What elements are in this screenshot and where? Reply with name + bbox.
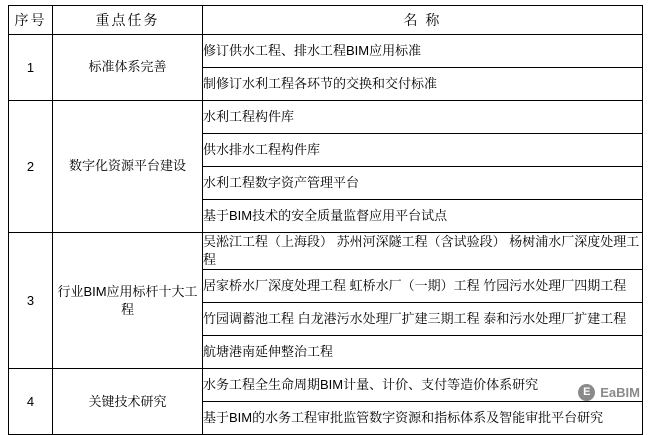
row-task-cell: 行业BIM应用标杆十大工程 xyxy=(53,233,203,369)
row-name-cell: 供水排水工程构件库 xyxy=(203,134,643,167)
row-name-cell: 水利工程构件库 xyxy=(203,101,643,134)
row-index-cell: 2 xyxy=(9,101,53,233)
eabim-logo-icon: E xyxy=(578,384,595,401)
row-task-cell: 关键技术研究 xyxy=(53,369,203,435)
watermark-label: EaBIM xyxy=(600,385,640,400)
table-row xyxy=(9,101,643,134)
row-name-cell: 竹园调蓄池工程 白龙港污水处理厂扩建三期工程 泰和污水处理厂扩建工程 xyxy=(203,303,643,336)
row-name-cell: 航塘港南延伸整治工程 xyxy=(203,336,643,369)
table-head xyxy=(9,6,643,35)
document-table-container xyxy=(8,5,642,435)
row-task-cell: 标准体系完善 xyxy=(53,35,203,101)
table-header-row xyxy=(9,6,643,35)
row-name-cell: 基于BIM的水务工程审批监管数字资源和指标体系及智能审批平台研究 xyxy=(203,402,643,435)
watermark xyxy=(578,384,640,401)
row-index-cell: 1 xyxy=(9,35,53,101)
column-header-index: 序号 xyxy=(9,6,53,35)
row-name-cell: 修订供水工程、排水工程BIM应用标准 xyxy=(203,35,643,68)
row-name-cell: 基于BIM技术的安全质量监督应用平台试点 xyxy=(203,200,643,233)
row-name-cell: 居家桥水厂深度处理工程 虹桥水厂（一期）工程 竹园污水处理厂四期工程 xyxy=(203,270,643,303)
table-row xyxy=(9,369,643,402)
column-header-name: 名 称 xyxy=(203,6,643,35)
row-task-cell: 数字化资源平台建设 xyxy=(53,101,203,233)
table-body xyxy=(9,35,643,435)
row-name-cell: 水利工程数字资产管理平台 xyxy=(203,167,643,200)
row-index-cell: 4 xyxy=(9,369,53,435)
row-name-cell: 制修订水利工程各环节的交换和交付标准 xyxy=(203,68,643,101)
row-index-cell: 3 xyxy=(9,233,53,369)
table-row xyxy=(9,233,643,270)
key-tasks-table xyxy=(8,5,643,435)
row-name-cell: 吴淞江工程（上海段） 苏州河深隧工程（含试验段） 杨树浦水厂深度处理工程 xyxy=(203,233,643,270)
table-row xyxy=(9,35,643,68)
column-header-task: 重点任务 xyxy=(53,6,203,35)
row-name-cell: 水务工程全生命周期BIM计量、计价、支付等造价体系研究 xyxy=(203,369,643,402)
